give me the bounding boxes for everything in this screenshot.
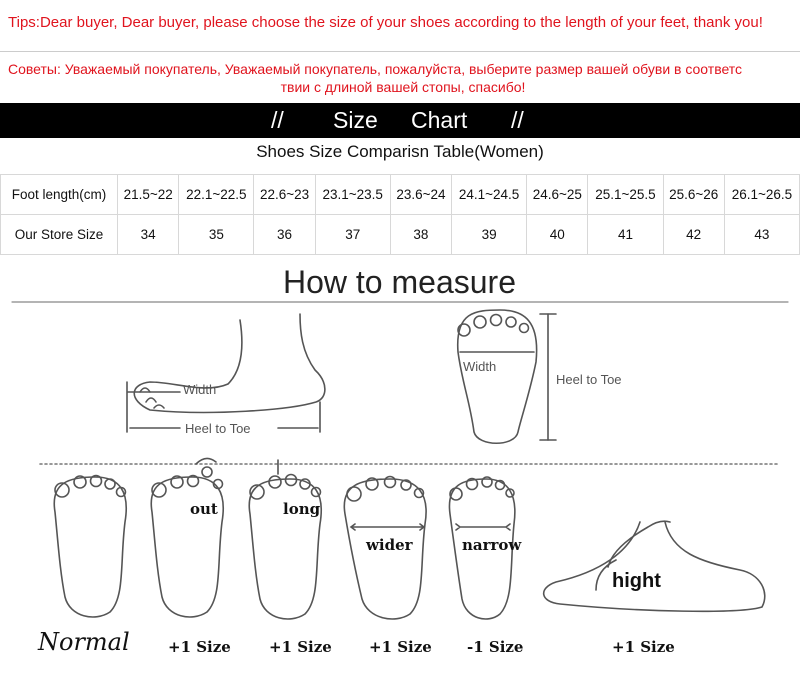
type-normal-label: Normal	[38, 628, 130, 656]
top-heel-label: Heel to Toe	[556, 372, 622, 387]
tips-russian	[8, 60, 798, 96]
banner-size-word: Size	[333, 107, 378, 133]
foot-normal-icon	[54, 476, 126, 618]
banner-right-mark: //	[511, 107, 524, 133]
side-heel-label: Heel to Toe	[185, 421, 251, 436]
table-cell: 22.1~22.5	[179, 175, 254, 215]
table-title: Shoes Size Comparisn Table(Women)	[256, 142, 544, 161]
row-header: Foot length(cm)	[1, 175, 118, 215]
size-high-label: +1 Size	[612, 638, 675, 656]
table-cell: 21.5~22	[118, 175, 179, 215]
top-width-label: Width	[463, 359, 497, 374]
type-narrow-label: narrow	[462, 536, 522, 554]
table-cell: 23.6~24	[390, 175, 451, 215]
table-cell: 37	[315, 215, 390, 255]
foot-out-icon	[151, 458, 223, 617]
type-wider-label: wider	[366, 536, 413, 554]
foot-long-icon	[249, 460, 321, 619]
foot-high-icon	[544, 521, 765, 611]
measure-illustration	[0, 252, 800, 679]
table-cell: 42	[663, 215, 724, 255]
table-cell: 40	[527, 215, 588, 255]
table-cell: 24.1~24.5	[452, 175, 527, 215]
banner-chart-word: Chart	[411, 107, 468, 133]
table-cell: 38	[390, 215, 451, 255]
table-row-store-size	[1, 215, 800, 255]
table-cell: 22.6~23	[254, 175, 315, 215]
table-cell: 25.6~26	[663, 175, 724, 215]
table-cell: 25.1~25.5	[588, 175, 663, 215]
size-wider-label: +1 Size	[369, 638, 432, 656]
type-hight-label: hight	[612, 570, 661, 592]
table-cell: 23.1~23.5	[315, 175, 390, 215]
table-cell: 24.6~25	[527, 175, 588, 215]
size-out-label: +1 Size	[168, 638, 231, 656]
size-narrow-label: -1 Size	[467, 638, 524, 656]
table-row-foot-length	[1, 175, 800, 215]
table-cell: 35	[179, 215, 254, 255]
banner-left-mark: //	[271, 107, 284, 133]
size-table	[0, 174, 800, 255]
foot-drawings	[0, 252, 800, 679]
measure-heading: How to measure	[283, 264, 516, 300]
tips-russian-line2: твии с длиной вашей стопы, спасибо!	[280, 79, 526, 95]
table-cell: 41	[588, 215, 663, 255]
side-width-label: Width	[183, 382, 217, 397]
type-long-label: long	[283, 500, 321, 518]
side-foot-icon	[134, 314, 325, 412]
table-cell: 36	[254, 215, 315, 255]
table-cell: 34	[118, 215, 179, 255]
type-out-label: out	[190, 500, 218, 518]
tips-section	[0, 0, 800, 52]
top-foot-icon	[458, 310, 537, 443]
table-cell: 26.1~26.5	[724, 175, 799, 215]
tips-english: Tips:Dear buyer, Dear buyer, please choose the size of your shoes according to the length of your feet, thank you!	[8, 14, 763, 31]
tips-russian-line1: Советы: Уважаемый покупатель, Уважаемый покупатель, пожалуйста, выберите размер вашей обуви в соответс	[8, 61, 743, 77]
size-long-label: +1 Size	[269, 638, 332, 656]
table-cell: 39	[452, 215, 527, 255]
table-cell: 43	[724, 215, 799, 255]
row-header: Our Store Size	[1, 215, 118, 255]
size-chart-banner	[0, 103, 800, 138]
